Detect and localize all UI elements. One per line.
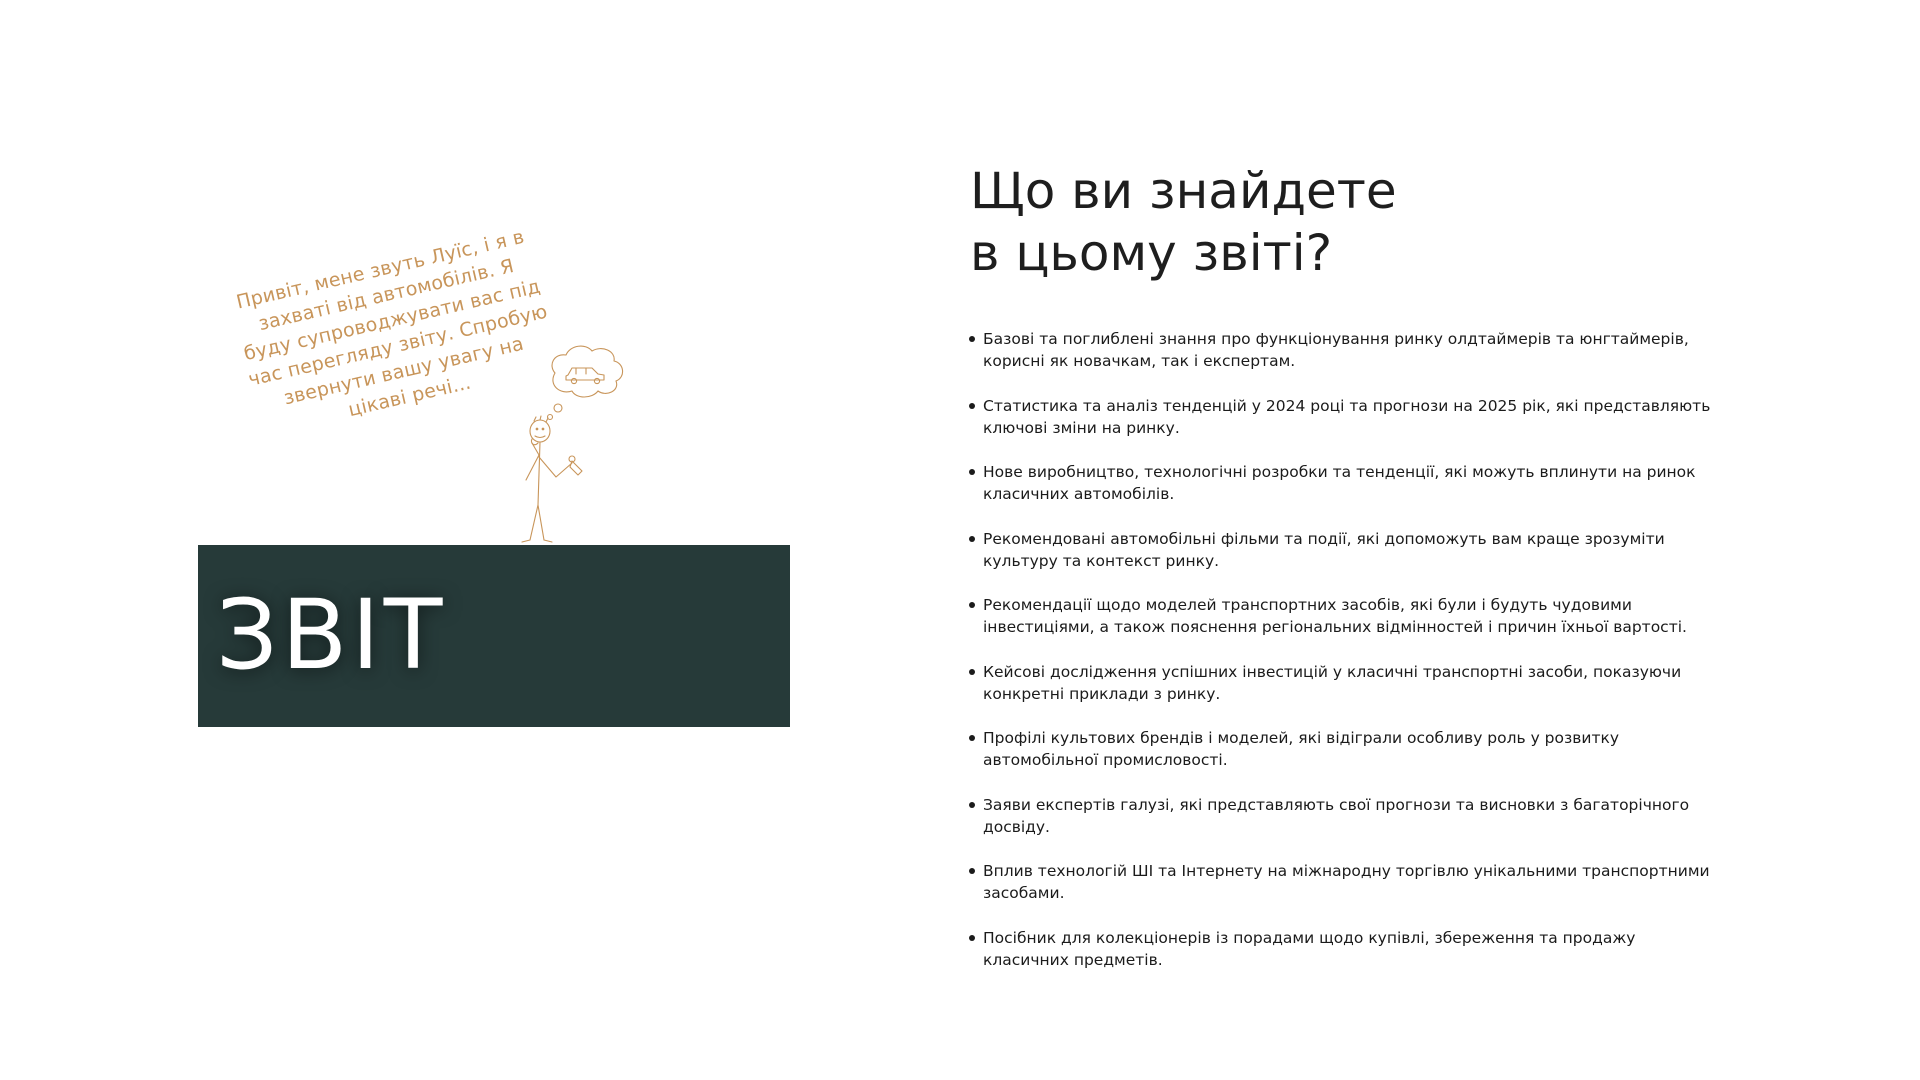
report-title-block [198,545,790,727]
contents-list-item: Кейсові дослідження успішних інвестицій у класичні транспортні засоби, показуючи конкретні приклади з ринку. [983,661,1723,705]
contents-list-item: Профілі культових брендів і моделей, які відіграли особливу роль у розвитку автомобільної промисловості. [983,727,1723,771]
character-sketch-icon [520,335,650,550]
contents-list-item: Базові та поглиблені знання про функціонування ринку олдтаймерів та юнгтаймерів, корисні як новачкам, так і експертам. [983,328,1723,372]
speech-bubble-text: Привіт, мене звуть Луїс, і я в захваті від автомобілів. Я буду супроводжувати вас під час перегляду звіту. Спробую звернути вашу увагу на цікаві речі... [234,225,550,422]
contents-list-item: Посібник для колекціонерів із порадами щодо купівлі, збереження та продажу класичних предметів. [983,927,1723,971]
section-heading-line-2: в цьому звіті? [970,224,1333,282]
contents-list-item: Статистика та аналіз тенденцій у 2024 році та прогнози на 2025 рік, які представляють ключові зміни на ринку. [983,395,1723,439]
section-heading [970,160,1670,284]
contents-list-item: Рекомендації щодо моделей транспортних засобів, які були і будуть чудовими інвестиціями, а також пояснення регіональних відмінностей і причин їхньої вартості. [983,594,1723,638]
report-title: ЗВІТ [216,579,447,691]
contents-list [970,328,1723,993]
section-heading-line-1: Що ви знайдете [970,162,1397,220]
contents-list-item: Рекомендовані автомобільні фільми та події, які допоможуть вам краще зрозуміти культуру та контекст ринку. [983,528,1723,572]
contents-list-item: Заяви експертів галузі, які представляють свої прогнози та висновки з багаторічного досвіду. [983,794,1723,838]
contents-list-item: Нове виробництво, технологічні розробки та тенденції, які можуть вплинути на ринок класичних автомобілів. [983,461,1723,505]
contents-list-item: Вплив технологій ШІ та Інтернету на міжнародну торгівлю унікальними транспортними засобами. [983,860,1723,904]
